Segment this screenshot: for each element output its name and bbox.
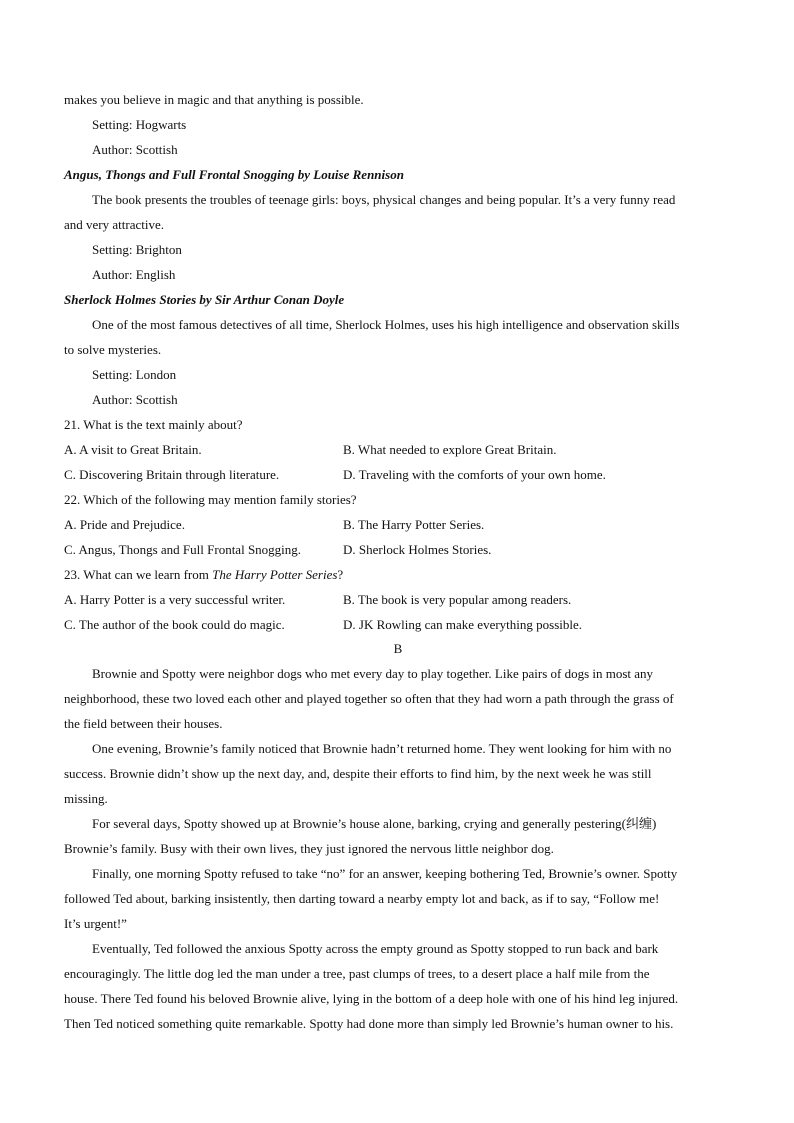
book-description: One of the most famous detectives of all time, Sherlock Holmes, uses his high intelligence and observation skills bbox=[92, 317, 680, 332]
passage-text-line: Brownie and Spotty were neighbor dogs who met every day to play together. Like pairs of dogs in most any bbox=[92, 666, 654, 681]
book-title: Sherlock Holmes Stories by Sir Arthur Conan Doyle bbox=[64, 292, 345, 307]
passage-text-line: Eventually, Ted followed the anxious Spotty across the empty ground as Spotty stopped to run back and bark bbox=[92, 941, 659, 956]
passage-text-line: neighborhood, these two loved each other and played together so often that they had worn a path through the grass of bbox=[64, 691, 674, 706]
book-setting: Setting: Brighton bbox=[92, 242, 182, 257]
passage-text-line: Then Ted noticed something quite remarkable. Spotty had done more than simply led Brownie’s human owner to his. bbox=[64, 1016, 674, 1031]
question-stem bbox=[64, 562, 732, 587]
answer-option: B. The book is very popular among readers. bbox=[343, 592, 572, 607]
question-stem: 21. What is the text mainly about? bbox=[64, 417, 243, 432]
book-setting: Setting: Hogwarts bbox=[92, 117, 187, 132]
book-description: and very attractive. bbox=[64, 217, 164, 232]
passage-text-line: One evening, Brownie’s family noticed that Brownie hadn’t returned home. They went looking for him with no bbox=[92, 741, 672, 756]
passage-text-line: encouragingly. The little dog led the man under a tree, past clumps of trees, to a desert place a half mile from the bbox=[64, 966, 650, 981]
passage-text-line: It’s urgent!” bbox=[64, 916, 127, 931]
book-title: Angus, Thongs and Full Frontal Snogging by Louise Rennison bbox=[64, 167, 404, 182]
answer-option: B. The Harry Potter Series. bbox=[343, 517, 485, 532]
passage-text-line: success. Brownie didn’t show up the next day, and, despite their efforts to find him, by the next week he was still bbox=[64, 766, 652, 781]
passage-text-line: house. There Ted found his beloved Brownie alive, lying in the bottom of a deep hole with one of his hind leg injured. bbox=[64, 991, 679, 1006]
passage-text-line: makes you believe in magic and that anything is possible. bbox=[64, 92, 364, 107]
answer-option: A. A visit to Great Britain. bbox=[64, 442, 202, 457]
answer-option: A. Pride and Prejudice. bbox=[64, 517, 185, 532]
passage-text-line: Finally, one morning Spotty refused to take “no” for an answer, keeping bothering Ted, Brownie’s owner. Spotty bbox=[92, 866, 678, 881]
passage-text-line: followed Ted about, barking insistently, then darting toward a nearby empty lot and back, as if to say, “Follow me! bbox=[64, 891, 660, 906]
book-author: Author: Scottish bbox=[92, 142, 178, 157]
question-stem-book-title: The Harry Potter Series bbox=[212, 567, 338, 582]
passage-text-line: For several days, Spotty showed up at Brownie’s house alone, barking, crying and generally pestering(纠缠) bbox=[92, 816, 657, 831]
book-setting: Setting: London bbox=[92, 367, 177, 382]
answer-option: D. JK Rowling can make everything possible. bbox=[343, 617, 583, 632]
book-author: Author: English bbox=[92, 267, 176, 282]
passage-text-line: missing. bbox=[64, 791, 108, 806]
book-description: The book presents the troubles of teenage girls: boys, physical changes and being popular. It’s a very funny read bbox=[92, 192, 676, 207]
answer-option: B. What needed to explore Great Britain. bbox=[343, 442, 557, 457]
passage-text-line: Brownie’s family. Busy with their own lives, they just ignored the nervous little neighbor dog. bbox=[64, 841, 554, 856]
answer-option: D. Sherlock Holmes Stories. bbox=[343, 542, 492, 557]
answer-option: A. Harry Potter is a very successful writer. bbox=[64, 592, 286, 607]
answer-option: D. Traveling with the comforts of your own home. bbox=[343, 467, 606, 482]
book-description: to solve mysteries. bbox=[64, 342, 162, 357]
answer-option: C. Angus, Thongs and Full Frontal Snogging. bbox=[64, 542, 302, 557]
answer-option: C. The author of the book could do magic. bbox=[64, 617, 285, 632]
question-stem-prefix: 23. What can we learn from bbox=[64, 567, 213, 582]
answer-option: C. Discovering Britain through literature. bbox=[64, 467, 280, 482]
question-stem: 22. Which of the following may mention family stories? bbox=[64, 492, 357, 507]
book-author: Author: Scottish bbox=[92, 392, 178, 407]
section-heading: B bbox=[393, 641, 403, 656]
passage-text-line: the field between their houses. bbox=[64, 716, 223, 731]
question-stem-suffix: ? bbox=[337, 567, 344, 582]
